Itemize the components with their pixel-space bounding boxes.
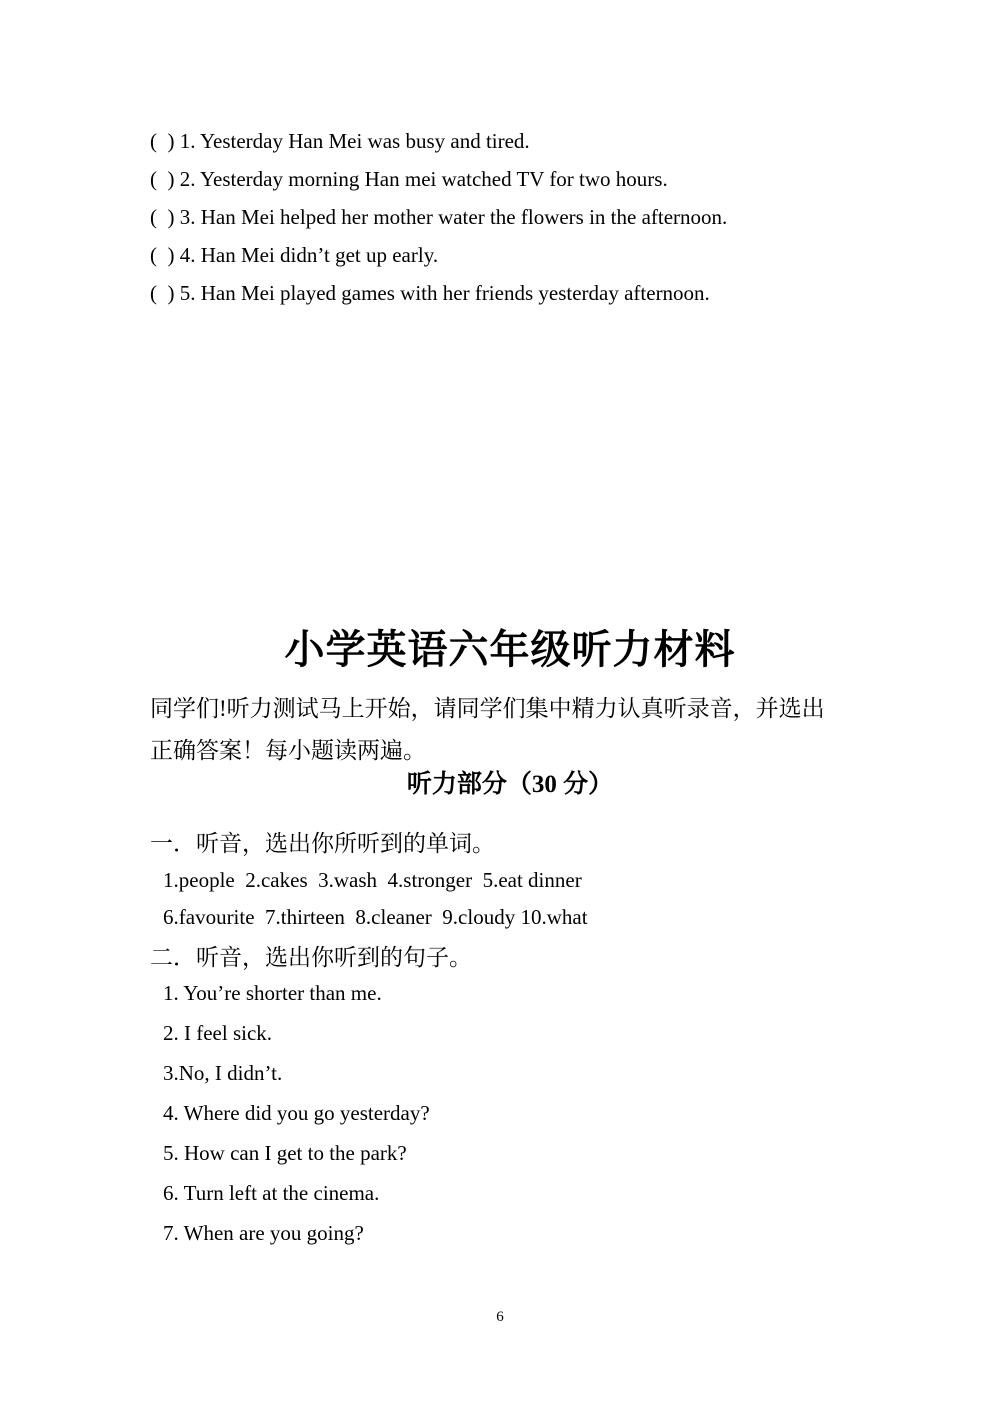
listening-intro-paragraph: [150, 688, 870, 772]
page-number: 6: [496, 1309, 504, 1325]
sentence-item: 2. I feel sick.: [163, 1021, 273, 1045]
intro-line: 正确答案！每小题读两遍。: [150, 738, 426, 763]
word-line: 6.favourite 7.thirteen 8.cleaner 9.cloudy 10.what: [163, 905, 588, 929]
section-two-heading: 二．听音，选出你听到的句子。: [150, 945, 472, 970]
section-two-sentence-list: [163, 973, 430, 1253]
tf-statement: ( ) 5. Han Mei played games with her friends yesterday afternoon.: [150, 281, 710, 305]
section-one-heading: 一．听音，选出你所听到的单词。: [150, 831, 495, 856]
tf-statement: ( ) 1. Yesterday Han Mei was busy and tired.: [150, 129, 530, 153]
section-one-word-list: [163, 862, 588, 936]
sentence-item: 5. How can I get to the park?: [163, 1141, 407, 1165]
tf-statement: ( ) 2. Yesterday morning Han mei watched TV for two hours.: [150, 167, 668, 191]
sentence-item: 4. Where did you go yesterday?: [163, 1101, 430, 1125]
sentence-item: 6. Turn left at the cinema.: [163, 1181, 380, 1205]
listening-part-heading: 听力部分（30 分）: [406, 771, 614, 798]
word-line: 1.people 2.cakes 3.wash 4.stronger 5.eat dinner: [163, 868, 582, 892]
listening-material-title: 小学英语六年级听力材料: [284, 627, 736, 672]
sentence-item: 1. You’re shorter than me.: [163, 981, 382, 1005]
tf-statement: ( ) 3. Han Mei helped her mother water the flowers in the afternoon.: [150, 205, 728, 229]
true-false-statement-list: [150, 122, 880, 312]
intro-line: 同学们!听力测试马上开始，请同学们集中精力认真听录音，并选出: [150, 696, 825, 721]
tf-statement: ( ) 4. Han Mei didn’t get up early.: [150, 243, 439, 267]
sentence-item: 7. When are you going?: [163, 1221, 364, 1245]
sentence-item: 3.No, I didn’t.: [163, 1061, 283, 1085]
